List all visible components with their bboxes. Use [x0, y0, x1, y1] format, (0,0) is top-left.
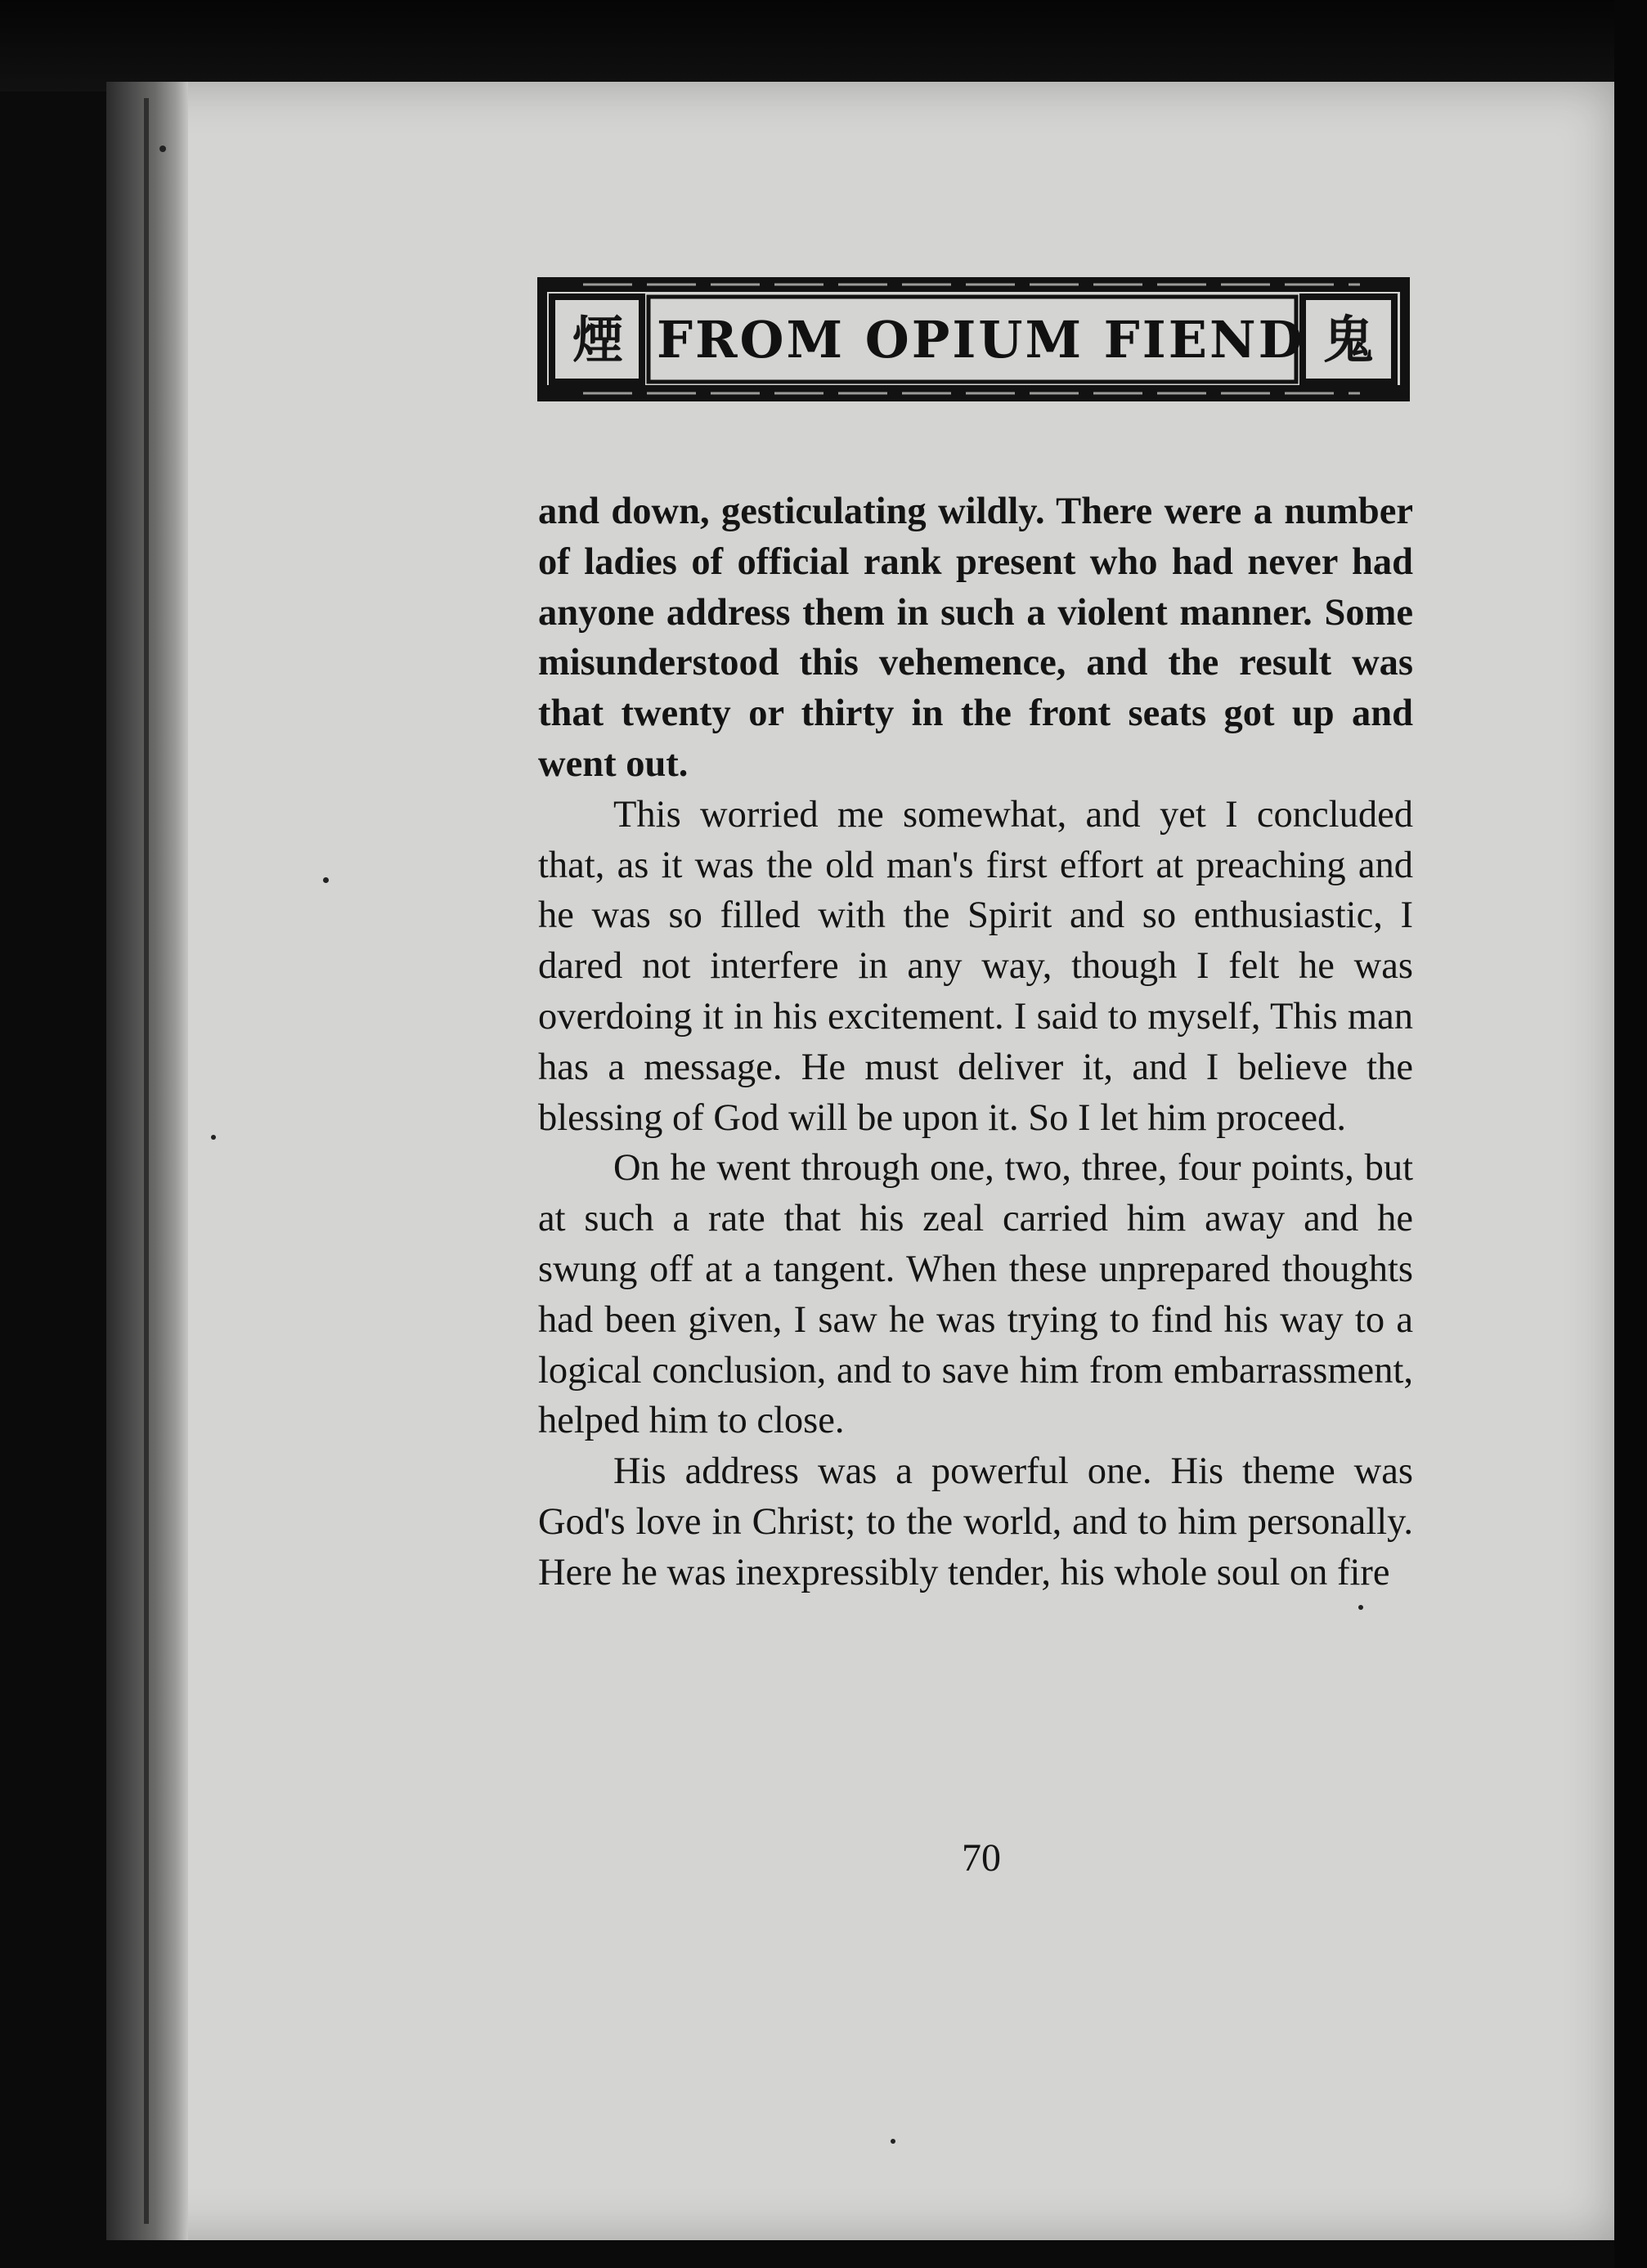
- body-text: [538, 486, 1413, 1598]
- paragraph: This worried me somewhat, and yet I concluded that, as it was the old man's first effort at preaching and he was so filled with the Spirit and so enthusiastic, I dared not interfere in any way, though I felt he was overdoing it in his excitement. I said to myself, This man has a message. He must deliver it, and I believe the blessing of God will be upon it. So I let him proceed.: [538, 793, 1413, 1139]
- paragraph: His address was a powerful one. His theme was God's love in Christ; to the world, and to him personally. Here he was inexpressibly tender, his whole soul on fire: [538, 1450, 1413, 1593]
- paper-speck: [323, 877, 329, 883]
- paragraph: and down, gesticulating wildly. There were a number of ladies of official rank present who had never had anyone address them in such a violent manner. Some misunderstood this vehemence, and the result was that twenty or thirty in the front seats got up and went out.: [538, 491, 1413, 785]
- chinese-character-left: 煙: [572, 310, 623, 370]
- paper-speck: [1358, 1605, 1363, 1610]
- scan-top-border: [0, 0, 1647, 92]
- paper-speck: [211, 1135, 216, 1140]
- page-number: 70: [962, 1836, 1001, 1880]
- paper-speck: [159, 146, 166, 152]
- banner-right-edge: [1400, 282, 1410, 398]
- paper-speck: [891, 2139, 895, 2144]
- running-head-banner: [534, 274, 1413, 405]
- banner-left-edge: [537, 282, 547, 398]
- chinese-character-right: 鬼: [1322, 310, 1374, 370]
- paragraph: On he went through one, two, three, four points, but at such a rate that his zeal carried him away and he swung off at a tangent. When these unprepared thoughts had been given, I saw he was trying to find his way to a logical conclusion, and to save him from embarrassment, helped him to close.: [538, 1147, 1413, 1442]
- binding-line: [144, 98, 149, 2224]
- running-head-title: FROM OPIUM FIEND: [657, 310, 1305, 370]
- scan-right-border: [1614, 0, 1647, 2268]
